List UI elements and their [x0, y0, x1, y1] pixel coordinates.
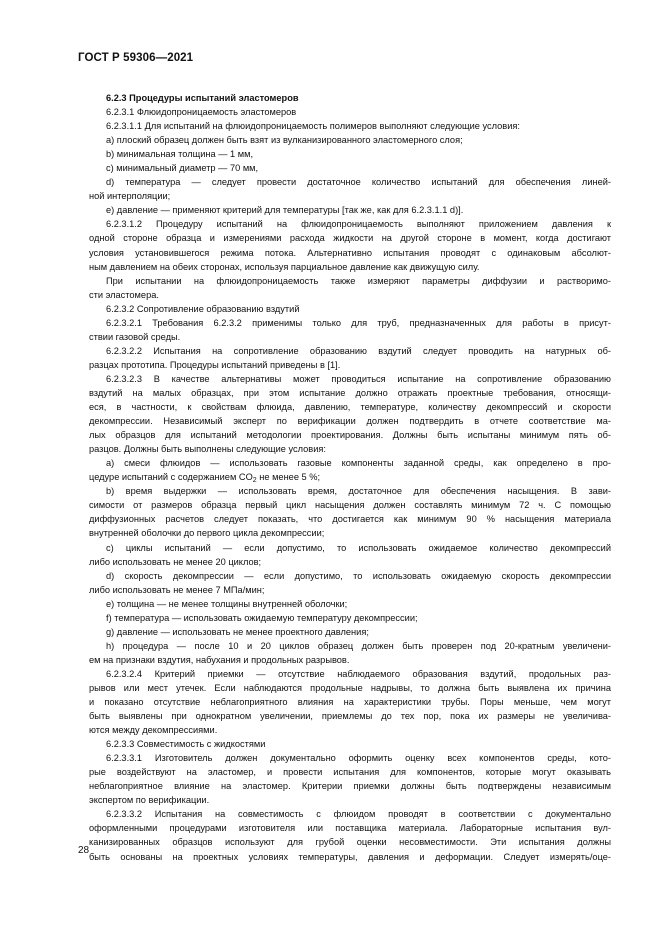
line-text: оформленными процедурами изготовителя или поставщика материала. Лабораторные испытания вул- — [89, 823, 611, 834]
text-line — [89, 175, 611, 189]
text-line — [89, 625, 611, 639]
line-text: и показано отсутствие неблагоприятного влияния на характеристики трубы. Поры меньше, чем могут — [89, 697, 611, 708]
text-line — [89, 555, 611, 569]
text-line — [89, 105, 611, 119]
line-text: 6.2.3 Процедуры испытаний эластомеров — [106, 93, 299, 103]
text-line — [89, 695, 611, 709]
line-text: ной интерполяции; — [89, 191, 171, 202]
line-text: ствии газовой среды. — [89, 331, 181, 342]
text-line — [89, 597, 611, 611]
subscript: 2 — [252, 477, 257, 485]
text-line — [89, 583, 611, 597]
text-line — [89, 189, 611, 203]
line-text: f) температура — использовать ожидаемую температуру декомпрессии; — [106, 612, 418, 623]
text-line — [89, 512, 611, 526]
line-text: экспертом по верификации. — [89, 795, 210, 806]
text-line — [89, 428, 611, 442]
line-text: условия установившегося режима потока. Альтернативно испытания проводят с одинаковым абсолют- — [89, 247, 611, 258]
line-text: 6.2.3.2.2 Испытания на сопротивление образованию вздутий следует проводить на натурных об- — [106, 345, 611, 356]
line-text: либо использовать не менее 20 циклов; — [89, 556, 262, 567]
line-text: 6.2.3.1.2 Процедуру испытаний на флюидопроницаемость выполняют приложением давления к — [106, 219, 611, 230]
line-text: симости от размеров образца первый цикл насыщения должен составлять минимум 72 ч. С помощью — [89, 500, 611, 511]
text-line — [89, 119, 611, 133]
text-line — [89, 203, 611, 217]
line-text: 6.2.3.3.1 Изготовитель должен документально оформить оценку всех компонентов среды, кото- — [106, 753, 611, 764]
text-line — [89, 850, 611, 864]
text-line — [89, 330, 611, 344]
text-line — [89, 821, 611, 835]
line-text: неблагоприятное влияние на эластомер. Критерии приемки должны быть подтверждены независимым — [89, 781, 611, 792]
text-line — [89, 91, 611, 105]
line-text: быть выявлены при однократном увеличении, приемлемы до тех пор, пока их размеры не увеличива- — [89, 711, 611, 722]
text-line — [89, 442, 611, 456]
text-line — [89, 611, 611, 625]
text-line — [89, 470, 611, 484]
line-text: d) температура — следует провести достаточное количество испытаний для обеспечения линей- — [106, 177, 611, 188]
text-line — [89, 541, 611, 555]
text-line — [89, 344, 611, 358]
line-text: разцах прототипа. Процедуры испытаний приведены в [1]. — [89, 359, 341, 370]
standard-header: ГОСТ Р 59306—2021 — [78, 52, 194, 64]
line-text: b) время выдержки — использовать время, достаточное для обеспечения насыщения. В зави- — [106, 486, 611, 497]
text-line — [89, 681, 611, 695]
text-line — [89, 737, 611, 751]
line-text: с) минимальный диаметр — 70 мм, — [106, 163, 259, 174]
line-text: ются между декомпрессиями. — [89, 725, 218, 736]
line-text: 6.2.3.3.2 Испытания на совместимость с флюидом проводят в соответствии с документально — [106, 809, 611, 820]
text-line — [89, 147, 611, 161]
line-text: цедуре испытаний с содержанием CO — [89, 472, 253, 483]
text-line — [89, 246, 611, 260]
text-line — [89, 723, 611, 737]
text-line — [89, 372, 611, 386]
text-line — [89, 639, 611, 653]
line-text: разцов. Должны быть выполнены следующие условия: — [89, 444, 326, 455]
line-text: либо использовать не менее 7 МПа/мин; — [89, 584, 265, 595]
text-line — [89, 765, 611, 779]
text-line — [89, 231, 611, 245]
line-text: канизированных образцов используют для грубой оценки несовместимости. Эти испытания должны — [89, 837, 611, 848]
page-number: 28 — [78, 845, 90, 856]
line-text: b) минимальная толщина — 1 мм, — [106, 149, 254, 160]
line-text: внутренней оболочки до первого цикла декомпрессии; — [89, 528, 325, 539]
document-body — [89, 91, 611, 864]
text-line — [89, 484, 611, 498]
line-text: ем на признаки вздутия, набухания и продольных разрывов. — [89, 654, 350, 665]
line-text: h) процедура — после 10 и 20 циклов образец должен быть проверен под 20-кратным увеличени- — [106, 640, 611, 651]
line-text: При испытании на флюидопроницаемость также измеряют параметры диффузии и растворимо- — [106, 275, 611, 286]
line-text: 6.2.3.2.1 Требования 6.2.3.2 применимы только для труб, предназначенных для работы в присут- — [106, 317, 611, 328]
text-line — [89, 498, 611, 512]
line-text: с) циклы испытаний — если допустимо, то использовать ожидаемое количество декомпрессий — [106, 542, 611, 553]
text-line — [89, 667, 611, 681]
line-text: g) давление — использовать не менее проектного давления; — [106, 626, 369, 637]
line-text-continued: не менее 5 %; — [256, 472, 321, 483]
text-line — [89, 274, 611, 288]
text-line — [89, 133, 611, 147]
text-line — [89, 807, 611, 821]
text-line — [89, 400, 611, 414]
line-text: а) смеси флюидов — использовать газовые компоненты заданной среды, как определено в про- — [106, 458, 611, 469]
text-line — [89, 217, 611, 231]
line-text: рые воздействуют на эластомер, и провести испытания для компонентов, которые могут оказывать — [89, 767, 611, 778]
line-text: лых образцов для испытаний методологии проектирования. Должны быть испытаны минимум пять об- — [89, 430, 611, 441]
text-line — [89, 779, 611, 793]
text-line — [89, 302, 611, 316]
line-text: декомпрессии. Независимый эксперт по верификации должен подтвердить в отчете соответствие ма- — [89, 416, 611, 427]
text-line — [89, 835, 611, 849]
line-text: 6.2.3.2.4 Критерий приемки — отсутствие наблюдаемого образования вздутий, продольных раз- — [106, 668, 611, 679]
line-text: 6.2.3.1 Флюидопроницаемость эластомеров — [106, 107, 297, 118]
text-line — [89, 316, 611, 330]
line-text: 6.2.3.2.3 В качестве альтернативы может проводиться испытание на сопротивление образованию — [106, 373, 611, 384]
text-line — [89, 456, 611, 470]
line-text: а) плоский образец должен быть взят из вулканизированного эластомерного слоя; — [106, 135, 463, 146]
line-text: ным давлением на обеих сторонах, используя парциальное давление как движущую силу. — [89, 261, 480, 272]
line-text: d) скорость декомпрессии — если допустимо, то использовать ожидаемую скорость декомпрессии — [106, 570, 611, 581]
line-text: 6.2.3.3 Совместимость с жидкостями — [106, 739, 266, 750]
line-text: еся, в частности, к свойствам флюида, давлению, температуре, количеству декомпрессий и скорости — [89, 402, 611, 413]
text-line — [89, 526, 611, 540]
text-line — [89, 793, 611, 807]
text-line — [89, 414, 611, 428]
line-text: одной стороне образца и измерениями расхода жидкости на другой стороне в момент, когда достигают — [89, 233, 611, 244]
text-line — [89, 386, 611, 400]
line-text: е) давление — применяют критерий для температуры [так же, как для 6.2.3.1.1 d)]. — [106, 205, 464, 216]
line-text: 6.2.3.1.1 Для испытаний на флюидопроницаемость полимеров выполняют следующие условия: — [106, 121, 520, 132]
text-line — [89, 653, 611, 667]
text-line — [89, 569, 611, 583]
line-text: вздутий на малых образцах, при этом испытание должно отражать проектные требования, относящи- — [89, 387, 611, 398]
text-line — [89, 751, 611, 765]
line-text: диффузионных расчетов следует показать, что достигается как минимум 90 % насыщения материала — [89, 514, 611, 525]
text-line — [89, 288, 611, 302]
line-text: е) толщина — не менее толщины внутренней оболочки; — [106, 598, 348, 609]
line-text: сти эластомера. — [89, 289, 159, 300]
text-line — [89, 260, 611, 274]
line-text: быть основаны на проектных условиях температуры, давления и деформации. Следует измерять/оце- — [89, 851, 611, 862]
text-line — [89, 161, 611, 175]
line-text: 6.2.3.2 Сопротивление образованию вздутий — [106, 303, 300, 314]
text-line — [89, 709, 611, 723]
text-line — [89, 358, 611, 372]
line-text: рывов или мест утечек. Если наблюдаются продольные надрывы, то должна быть выявлена их причина — [89, 682, 611, 693]
